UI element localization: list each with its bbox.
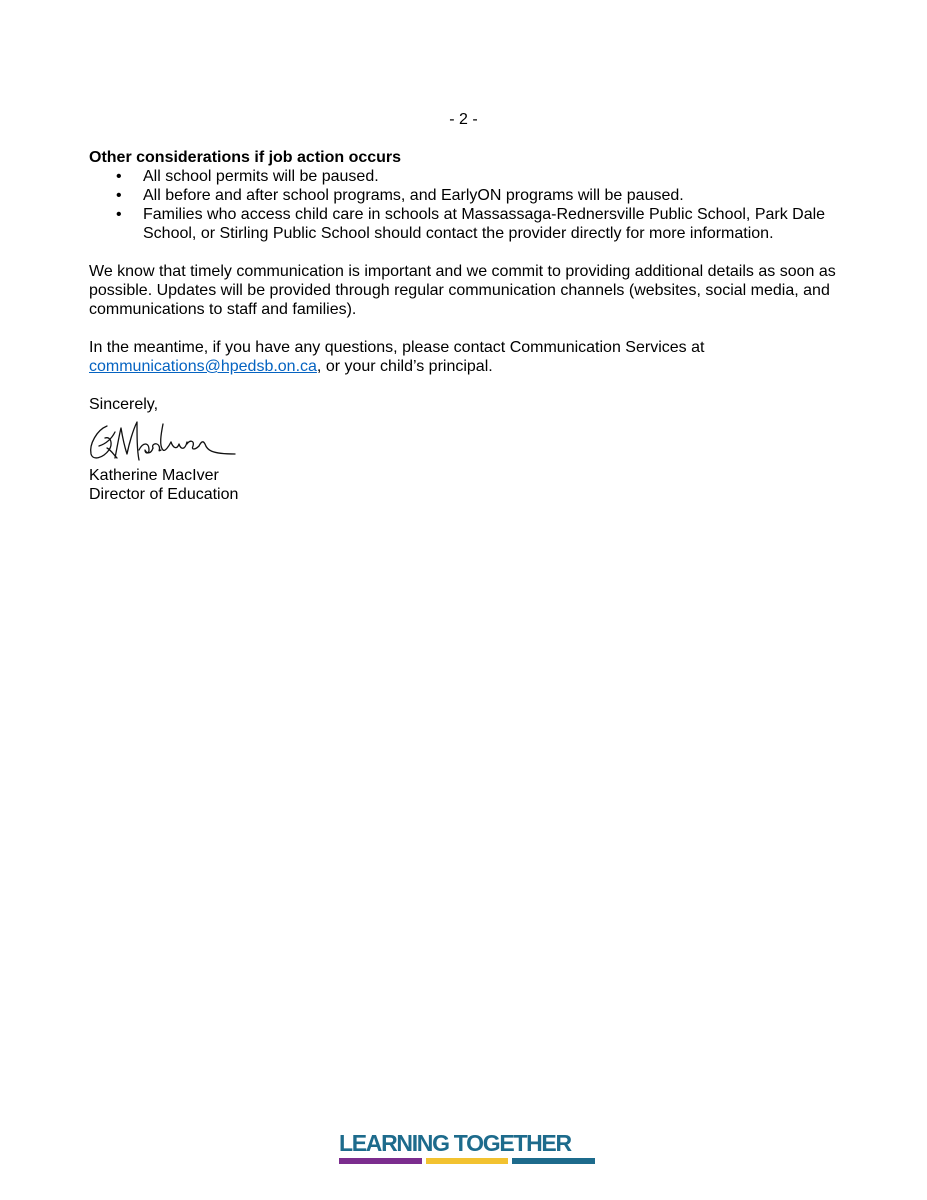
list-item (89, 205, 859, 243)
signer-name: Katherine MacIver (89, 467, 219, 484)
contact-text-after: , or your child’s principal. (316, 358, 493, 375)
signer-title: Director of Education (89, 486, 239, 503)
footer-bar-teal (512, 1158, 595, 1164)
contact-paragraph (89, 338, 859, 376)
list-item (89, 167, 859, 186)
considerations-list (89, 167, 859, 243)
footer-logo (339, 1130, 595, 1164)
communication-paragraph: We know that timely communication is important and we commit to providing additional details as soon as possible. Updates will be provided through regular communication channels (websites, social media, and communications to staff and families). (89, 263, 836, 318)
letter-body (89, 148, 859, 504)
footer-bar-purple (339, 1158, 422, 1164)
bullet-icon: • (116, 206, 122, 223)
bullet-icon: • (116, 168, 122, 185)
footer-logo-text: LEARNING TOGETHER (339, 1130, 571, 1156)
footer-color-bars (339, 1158, 595, 1164)
email-link[interactable]: communications@hpedsb.on.ca (89, 358, 317, 375)
signature-image (85, 414, 245, 466)
bullet-icon: • (116, 187, 122, 204)
footer-bar-yellow (426, 1158, 509, 1164)
list-item-text: All before and after school programs, and EarlyON programs will be paused. (143, 187, 684, 204)
list-item-text: All school permits will be paused. (143, 168, 379, 185)
closing: Sincerely, (89, 396, 159, 413)
list-item (89, 186, 859, 205)
contact-text: In the meantime, if you have any questions, please contact Communication Services at (89, 339, 705, 356)
page-number: - 2 - (449, 111, 478, 128)
section-heading: Other considerations if job action occurs (89, 149, 402, 166)
list-item-text: Families who access child care in schools at Massassaga-Rednersville Public School, Park Dale School, or Stirling Public School should contact the provider directly for more information. (143, 206, 826, 242)
